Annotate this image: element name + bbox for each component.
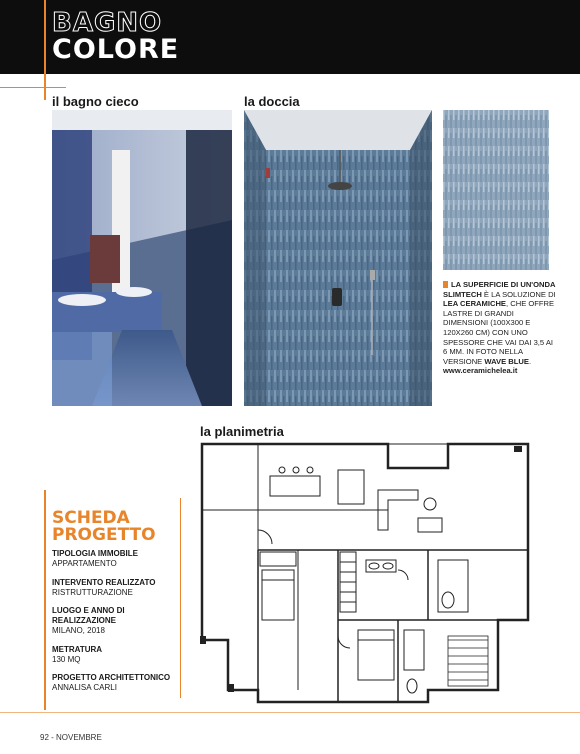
accent-line-horizontal [0, 87, 66, 88]
scheda-title-line2: PROGETTO [52, 525, 156, 545]
spec-value: 130 MQ [52, 655, 81, 664]
spec-item [52, 578, 155, 598]
product-caption [443, 280, 558, 376]
scheda-title-line1: SCHEDA [52, 508, 130, 528]
section-title-doccia: la doccia [244, 94, 300, 109]
brand-title-line1: BAGNO [52, 8, 163, 38]
section-title-bagno-cieco: il bagno cieco [52, 94, 139, 109]
spec-value: ANNALISA CARLI [52, 683, 117, 692]
spec-value: RISTRUTTURAZIONE [52, 588, 133, 597]
scheda-title [52, 510, 156, 544]
page-footer: 92 - NOVEMBRE [40, 733, 102, 742]
caption-text-2: , CHE OFFRE LASTRE DI GRANDI DIMENSIONI (100X300 E 120X260 CM) CON UNO SPESSORE CHE VAI DAI 3,5 AI 6 MM. IN FOTO NELLA VERSIONE [443, 299, 555, 366]
spec-label: METRATURA [52, 645, 103, 654]
caption-version: WAVE BLUE [484, 356, 529, 366]
spec-label: INTERVENTO REALIZZATO [52, 578, 156, 587]
spec-value: MILANO, 2018 [52, 626, 105, 635]
caption-lead: LA SUPERFICIE DI UN'ONDA SLIMTECH [443, 280, 556, 299]
spec-item [52, 549, 138, 569]
accent-line-left-top [44, 0, 46, 100]
spec-item [52, 673, 170, 693]
spec-value: APPARTAMENTO [52, 559, 117, 568]
caption-text-3: . [528, 356, 532, 366]
shower-photo [244, 110, 432, 406]
caption-website-link[interactable]: www.ceramichelea.it [443, 366, 518, 376]
caption-text-1: È LA SOLUZIONE DI [481, 289, 556, 299]
spec-label: TIPOLOGIA IMMOBILE [52, 549, 138, 558]
accent-line-footer [0, 712, 580, 713]
spec-item [52, 645, 102, 665]
spec-label: PROGETTO ARCHITETTONICO [52, 673, 171, 682]
brand-title-line2: COLORE [52, 34, 180, 65]
floor-plan-drawing [198, 440, 538, 705]
accent-line-scheda-right [180, 498, 181, 698]
accent-line-scheda [44, 490, 46, 710]
header-band [0, 0, 580, 74]
section-title-planimetria: la planimetria [200, 424, 284, 439]
spec-item [52, 606, 162, 636]
spec-label: LUOGO E ANNO DI REALIZZAZIONE [52, 606, 125, 625]
tile-sample-photo [443, 110, 549, 270]
floor-plan [198, 440, 538, 710]
caption-bullet-icon [443, 281, 448, 288]
bathroom-photo [52, 110, 232, 406]
caption-brand: LEA CERAMICHE [443, 299, 507, 309]
